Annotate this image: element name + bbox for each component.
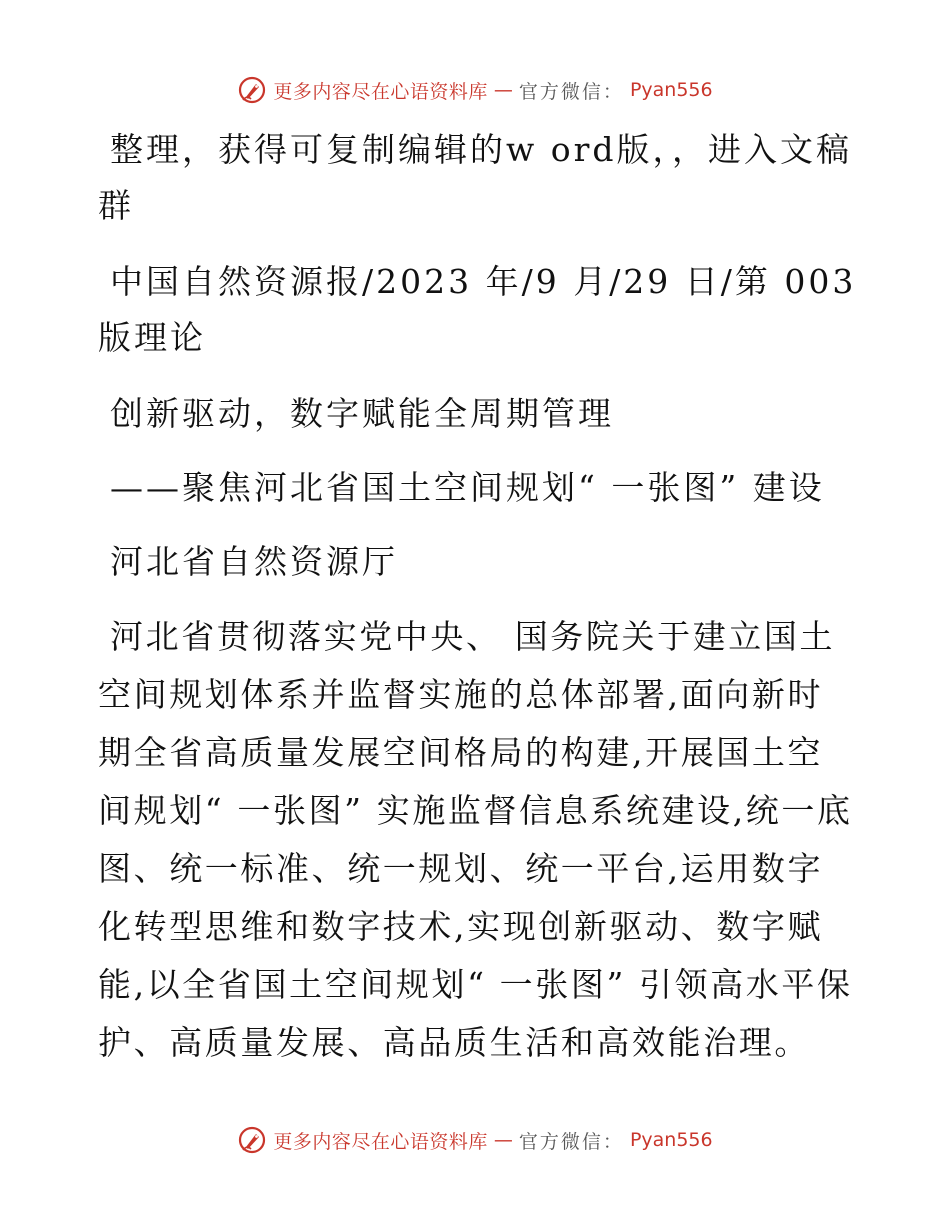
document-body	[98, 118, 858, 1072]
footer-banner	[0, 1122, 950, 1158]
editing-note: 整理，获得可复制编辑的w ord版，，进入文稿群	[98, 130, 853, 225]
pen-nib-circle-logo-icon	[237, 75, 267, 105]
banner-wechat-id: Pyan556	[629, 1129, 713, 1151]
banner-separator: —	[493, 1129, 513, 1151]
banner-main-text: 更多内容尽在心语资料库	[273, 80, 488, 103]
banner-separator: —	[493, 79, 513, 101]
banner-main-text: 更多内容尽在心语资料库	[273, 1130, 488, 1153]
article-body-paragraph: 河北省贯彻落实党中央、 国务院关于建立国土空间规划体系并监督实施的总体部署,面向新时期全省高质量发展空间格局的构建,开展国土空间规划“ 一张图” 实施监督信息系统建设,统一底图、统一标准、统一规划、统一平台,运用数字化转型思维和数字技术,实现创新驱动、数字赋能,以全省国土空间规划“ 一张图” 引领高水平保护、高质量发展、高品质生活和高效能治理。	[98, 617, 853, 1062]
article-source: 中国自然资源报/2023 年/9 月/29 日/第 003 版理论	[98, 262, 857, 357]
banner-wechat-label: 官方微信：	[518, 1130, 624, 1153]
pen-nib-circle-logo-icon	[237, 1125, 267, 1155]
banner-wechat-label: 官方微信：	[518, 80, 624, 103]
article-author: 河北省自然资源厅	[110, 542, 398, 581]
article-subtitle: ——聚焦河北省国土空间规划“ 一张图” 建设	[110, 468, 825, 507]
header-banner	[0, 72, 950, 108]
article-title: 创新驱动，数字赋能全周期管理	[110, 394, 614, 433]
banner-wechat-id: Pyan556	[629, 79, 713, 101]
